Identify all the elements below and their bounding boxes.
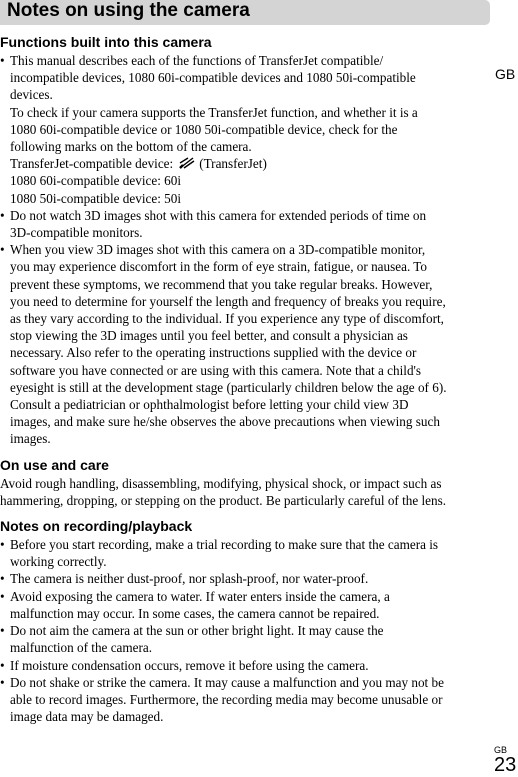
- list-item: • Before you start recording, make a trial recording to make sure that the camera is working correctly.: [0, 536, 490, 570]
- list-item: • When you view 3D images shot with this camera on a 3D-compatible monitor, you may experience discomfort in the form of eye strain, fatigue, or nausea. To prevent these symptoms, we recommend that you take regular breaks. However, you need to determine for yourself the length and frequency of breaks you require, as they vary according to the individual. If you experience any type of discomfort, stop viewing the 3D images until you feel better, and consult a physician as necessary. Also refer to the operating instructions supplied with the device or software you have connected or are using with this camera. Note that a child's eyesight is still at the development stage (particularly children below the age of 6). Consult a pediatrician or ophthalmologist before letting your child view 3D images, and make sure he/she observes the above precautions when viewing such images.: [0, 241, 490, 447]
- list-item: • Avoid exposing the camera to water. If water enters inside the camera, a malfunction may occur. In some cases, the camera cannot be repaired.: [0, 588, 490, 622]
- care-paragraph: Avoid rough handling, disassembling, modifying, physical shock, or impact such as hammering, dropping, or stepping on the product. Be particularly careful of the lens.: [0, 475, 447, 508]
- page-content: [0, 33, 490, 725]
- list-item: • Do not shake or strike the camera. It may cause a malfunction and you may not be able to record images. Furthermore, the recording media may become unusable or image data may be damaged.: [0, 674, 490, 726]
- page-title: Notes on using the camera: [7, 0, 250, 21]
- page-number: 23: [494, 754, 517, 776]
- list-item: • If moisture condensation occurs, remove it before using the camera.: [0, 657, 490, 674]
- section-heading-recording: Notes on recording/playback: [0, 518, 193, 535]
- list-item: • The camera is neither dust-proof, nor splash-proof, nor water-proof.: [0, 570, 490, 587]
- list-item: • Do not aim the camera at the sun or other bright light. It may cause the malfunction of the camera.: [0, 622, 490, 656]
- page-language-label: GB: [494, 745, 508, 755]
- language-tab: GB: [495, 66, 516, 82]
- section-heading-care: On use and care: [0, 456, 109, 473]
- section-heading-functions: Functions built into this camera: [0, 34, 212, 50]
- list-item: • Do not watch 3D images shot with this camera for extended periods of time on 3D-compatible monitors.: [0, 207, 490, 241]
- title-bar: [0, 0, 490, 25]
- transferjet-line: TransferJet-compatible device: (TransferJet): [10, 156, 267, 172]
- transferjet-icon: [179, 157, 195, 169]
- list-item: • This manual describes each of the functions of TransferJet compatible/ incompatible devices, 1080 60i-compatible devices and 1080 50i-compatible devices. To check if your camera supports the TransferJet function, and whether it is a 1080 60i-compatible device or 1080 50i-compatible device, check for the following marks on the bottom of the camera. TransferJet-compatible device: (TransferJet) 1080 60i-compatible device: 60i 1080 50i-compatible device: 50i: [0, 52, 490, 207]
